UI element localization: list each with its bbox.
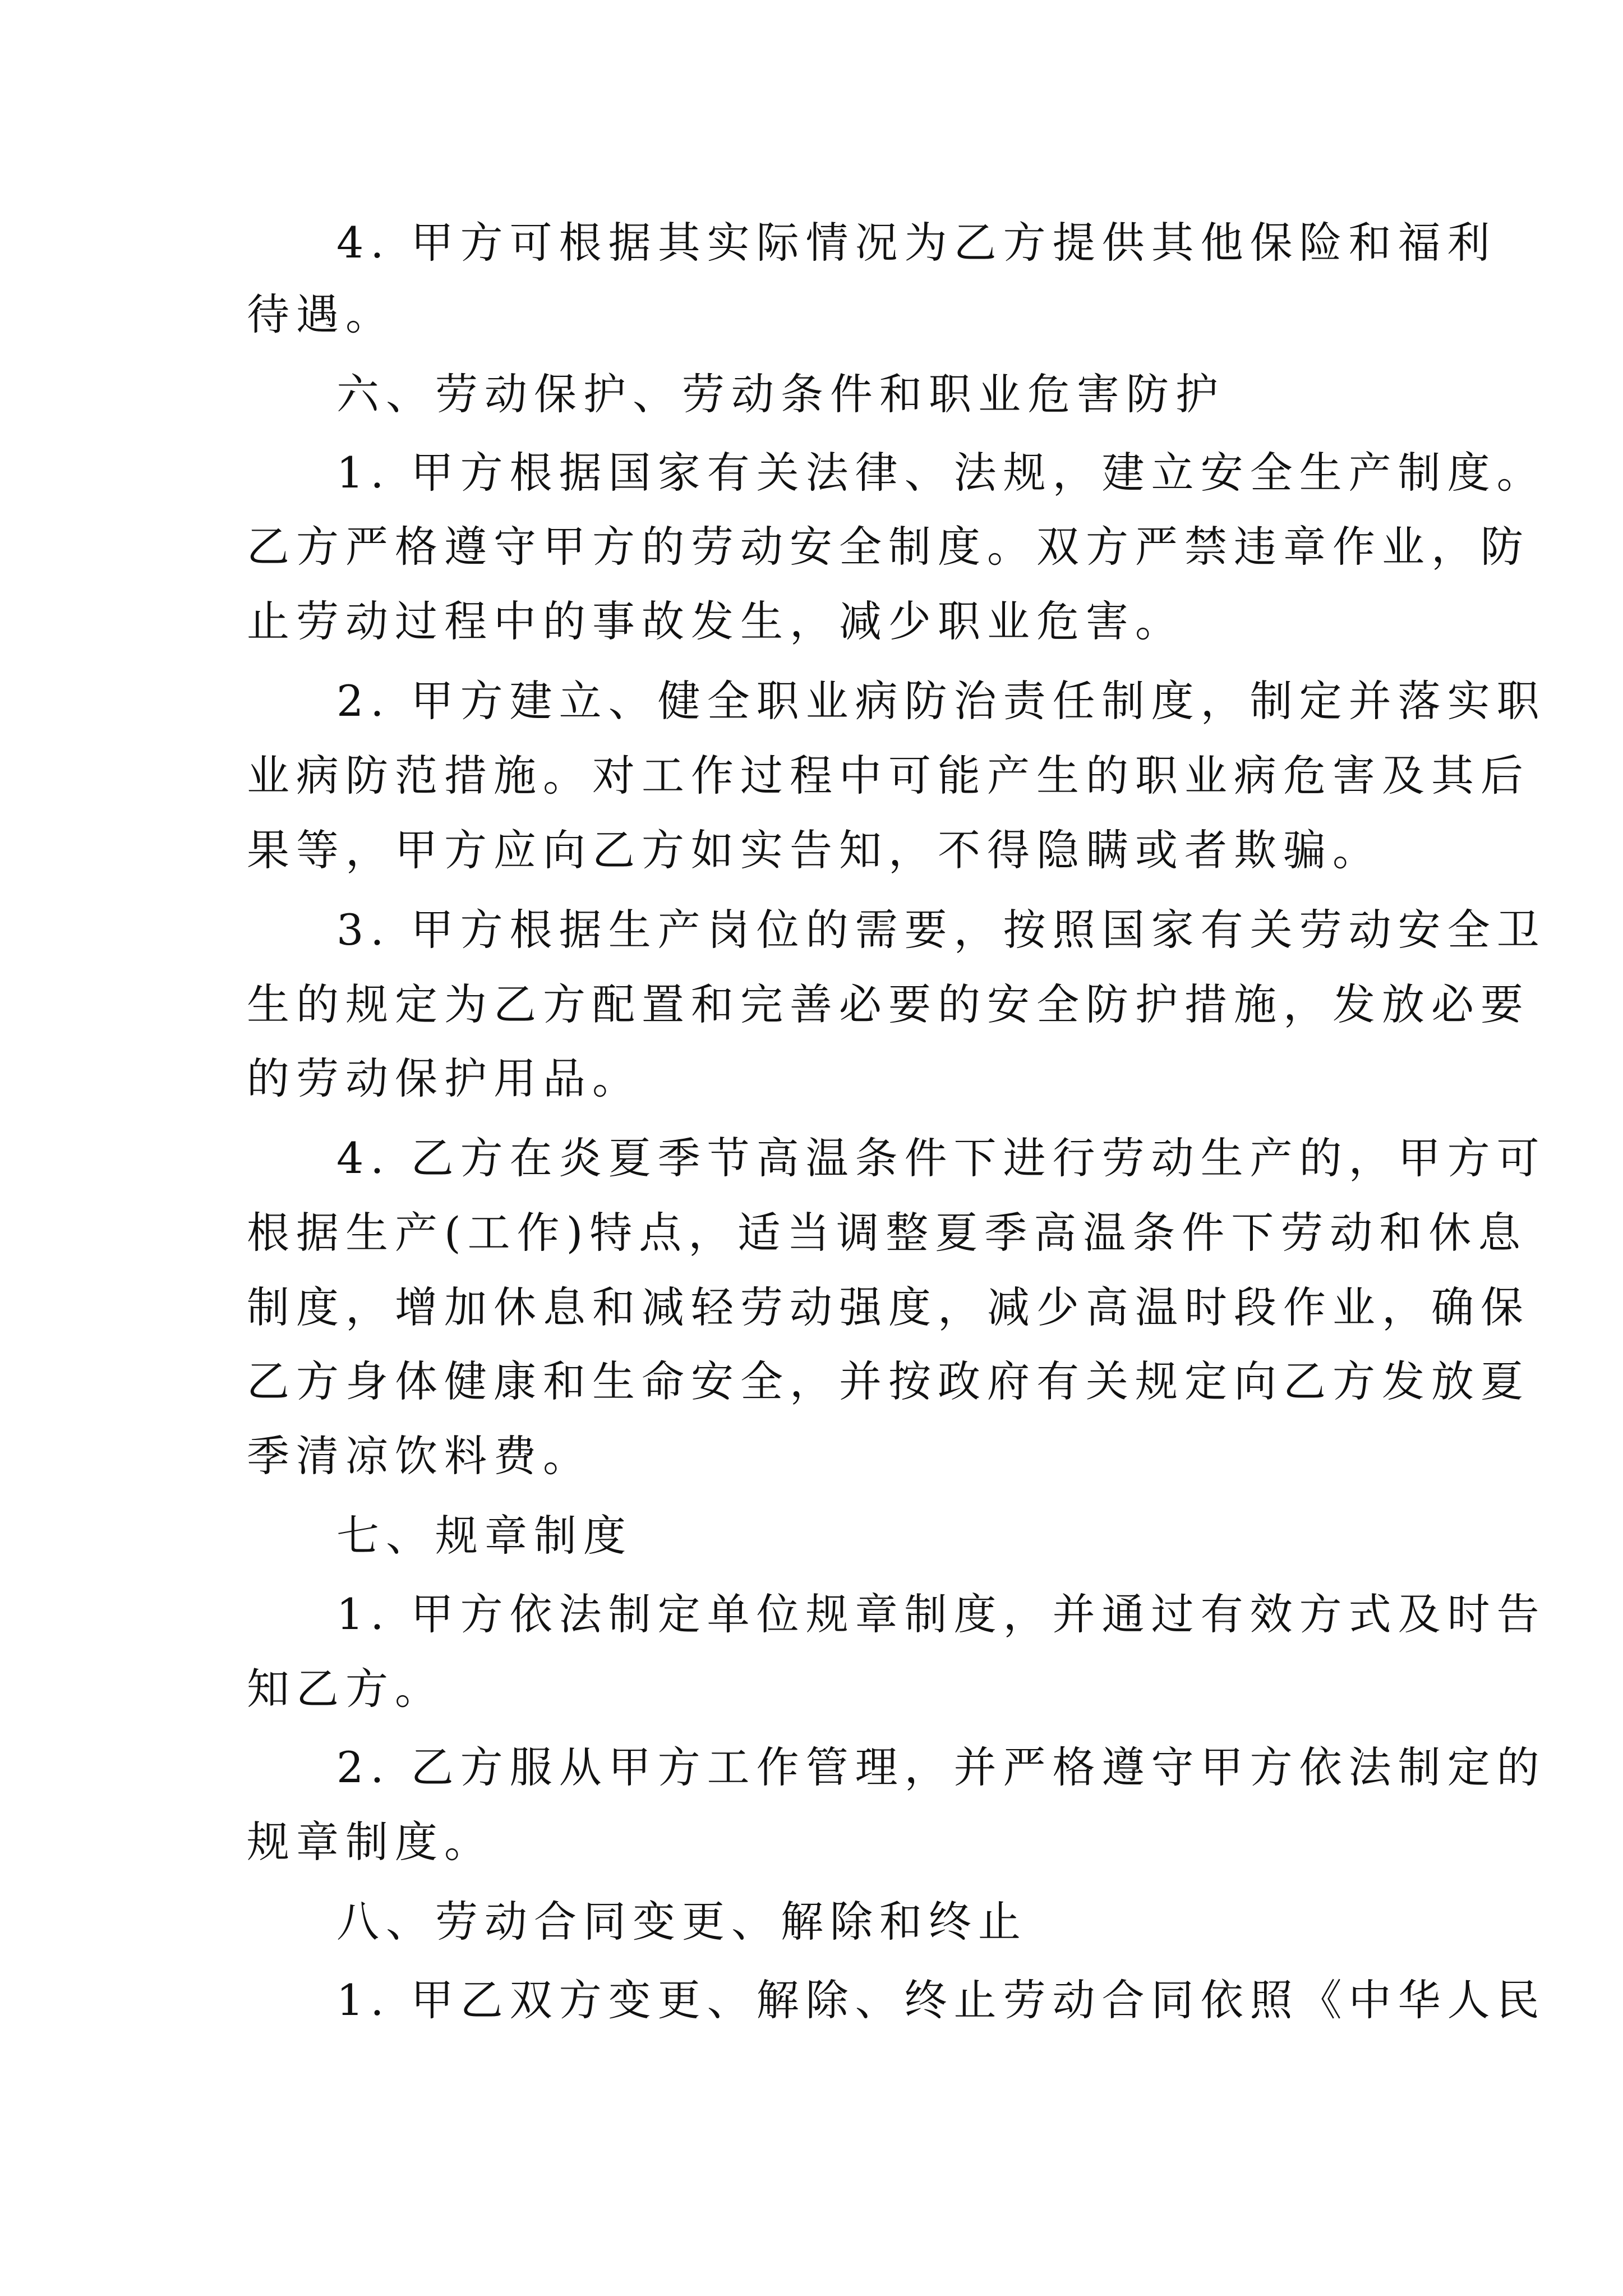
paragraph-line: 乙方身体健康和生命安全，并按政府有关规定向乙方发放夏: [247, 1356, 1530, 1406]
paragraph-line: 4. 甲方可根据其实际情况为乙方提供其他保险和福利: [336, 218, 1497, 268]
paragraph-line: 根据生产(工作)特点，适当调整夏季高温条件下劳动和休息: [247, 1208, 1528, 1258]
paragraph-line: 乙方严格遵守甲方的劳动安全制度。双方严禁违章作业，防: [247, 522, 1530, 572]
paragraph-line: 季清凉饮料费。: [247, 1431, 592, 1481]
paragraph-line: 果等，甲方应向乙方如实告知，不得隐瞒或者欺骗。: [247, 825, 1382, 875]
section-heading: 八、劳动合同变更、解除和终止: [336, 1897, 1027, 1947]
paragraph-line: 知乙方。: [247, 1664, 444, 1714]
paragraph-line: 待遇。: [247, 289, 395, 339]
paragraph-line: 2. 甲方建立、健全职业病防治责任制度，制定并落实职: [336, 676, 1546, 726]
paragraph-line: 规章制度。: [247, 1817, 494, 1867]
paragraph-line: 的劳动保护用品。: [247, 1053, 642, 1103]
section-heading: 六、劳动保护、劳动条件和职业危害防护: [336, 369, 1225, 419]
paragraph-line: 3. 甲方根据生产岗位的需要，按照国家有关劳动安全卫: [336, 905, 1546, 955]
paragraph-line: 2. 乙方服从甲方工作管理，并严格遵守甲方依法制定的: [336, 1742, 1546, 1792]
paragraph-line: 1. 甲方根据国家有关法律、法规，建立安全生产制度。: [336, 448, 1546, 498]
paragraph-line: 业病防范措施。对工作过程中可能产生的职业病危害及其后: [247, 751, 1530, 800]
section-heading: 七、规章制度: [336, 1511, 633, 1561]
paragraph-line: 制度，增加休息和减轻劳动强度，减少高温时段作业，确保: [247, 1282, 1530, 1332]
paragraph-line: 生的规定为乙方配置和完善必要的安全防护措施，发放必要: [247, 979, 1530, 1029]
paragraph-line: 1. 甲方依法制定单位规章制度，并通过有效方式及时告: [336, 1589, 1546, 1639]
paragraph-line: 止劳动过程中的事故发生，减少职业危害。: [247, 596, 1184, 646]
paragraph-line: 4. 乙方在炎夏季节高温条件下进行劳动生产的，甲方可: [336, 1133, 1546, 1183]
paragraph-line: 1. 甲乙双方变更、解除、终止劳动合同依照《中华人民: [336, 1975, 1546, 2025]
